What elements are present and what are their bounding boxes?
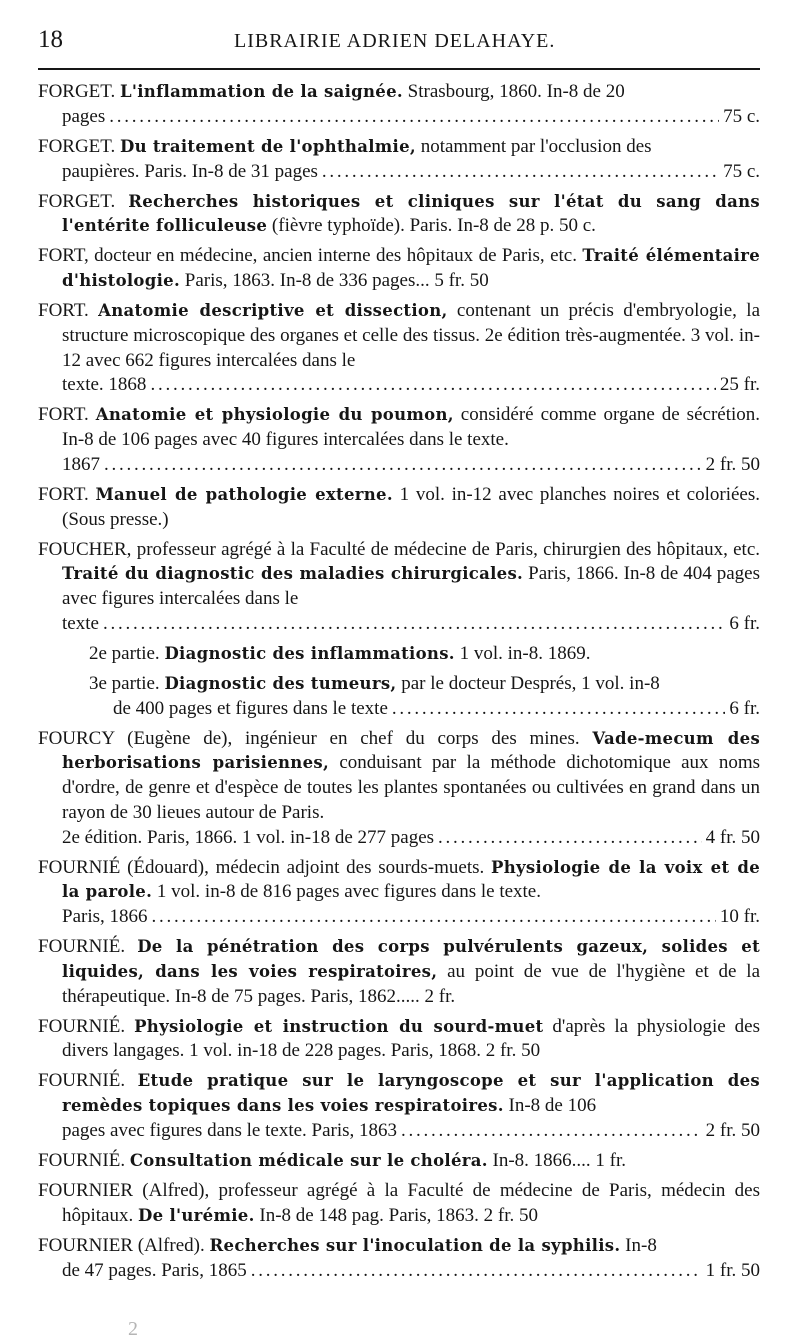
leader-text: Paris, 1866 <box>62 906 148 928</box>
catalog-entry <box>38 727 760 851</box>
catalog-entry <box>38 403 760 477</box>
entry-price: 10 fr. <box>719 906 760 928</box>
entry-author: FORT. <box>38 404 89 426</box>
leader-text: 1867 <box>62 453 100 475</box>
header-rule <box>38 68 760 70</box>
entry-title: Recherches historiques et cliniques sur l'état du sang dans l'entérite folliculeuse <box>62 191 760 236</box>
entry-author: FOURCY (Eugène de), <box>38 727 233 749</box>
entry-author: FORGET. <box>38 135 116 157</box>
entry-author: FOURNIÉ (Édouard), <box>38 856 209 878</box>
catalog-entry <box>38 642 760 667</box>
entry-price: 2 fr. <box>424 985 456 1007</box>
catalog-entry <box>38 1234 760 1283</box>
entry-description: In-8 de 106 <box>508 1095 597 1117</box>
entry-description: au point de vue de l'hygiène et de la thérapeutique. In-8 de 75 pages. Paris, 1862..... <box>62 960 761 1007</box>
leader-line <box>62 373 760 398</box>
entry-description: Strasbourg, 1860. In-8 de 20 <box>407 81 625 102</box>
entry-title: Consultation médicale sur le choléra. <box>129 1150 488 1170</box>
entry-price: 75 c. <box>723 160 760 182</box>
leader-dots <box>152 905 716 930</box>
entry-title: Traité du diagnostic des maladies chirurgicales. <box>62 564 524 584</box>
entry-author: FOURNIER (Alfred), <box>38 1180 210 1202</box>
entry-price: 75 c. <box>723 105 760 127</box>
leader-dots <box>109 105 719 130</box>
entry-description: docteur en médecine, ancien interne des hôpitaux de Paris, etc. <box>94 245 577 267</box>
catalog-entry <box>38 1149 760 1174</box>
entry-author: FOURNIÉ. <box>38 1070 126 1092</box>
leader-dots <box>150 373 715 398</box>
catalog-entry <box>38 80 760 129</box>
entry-description: In-8 <box>625 1234 657 1256</box>
leader-dots <box>322 160 719 185</box>
running-title: LIBRAIRIE ADRIEN DELAHAYE. <box>234 30 556 52</box>
leader-dots <box>104 453 702 478</box>
entry-author: FOURNIÉ. <box>38 1015 126 1037</box>
catalog-entry <box>38 935 760 1009</box>
leader-text: 2e édition. Paris, 1866. 1 vol. in-18 de 277 pages <box>62 826 435 848</box>
leader-line <box>62 905 760 930</box>
catalog-entry <box>38 856 760 930</box>
entry-title: De la pénétration des corps pulvérulents gazeux, solides et liquides, dans les voies respiratoires, <box>62 937 760 981</box>
catalog-entry <box>38 1179 760 1228</box>
entry-description: Paris, 1866. In-8 de 404 pages avec figures intercalées dans le <box>62 563 761 610</box>
entry-title: Diagnostic des inflammations. <box>164 643 455 663</box>
leader-line <box>62 1119 760 1144</box>
leader-line <box>62 453 760 478</box>
entry-description: professeur agrégé à la Faculté de médecine de Paris, chirurgien des hôpitaux, etc. <box>136 538 761 560</box>
entry-title: Anatomie descriptive et dissection, <box>98 301 448 321</box>
entry-author: FORGET. <box>38 81 116 102</box>
entry-title: Physiologie de la voix et de la parole. <box>62 857 761 902</box>
leader-dots <box>392 697 726 722</box>
entry-title: Du traitement de l'ophthalmie, <box>119 136 416 156</box>
leader-line <box>62 1259 760 1284</box>
leader-line <box>62 160 760 185</box>
entry-author: FORGET. <box>38 190 116 212</box>
entry-description: contenant un précis d'embryologie, la structure microscopique des organes et celle des tissus. 2e édition très-augmentée. 3 vol. in-12 avec 662 figures intercalées dans le <box>62 300 760 371</box>
entry-author: FOURNIÉ. <box>38 1149 126 1171</box>
entry-description: par le docteur Després, 1 vol. in-8 <box>401 672 660 694</box>
entry-author: FORT, <box>38 245 89 267</box>
leader-dots <box>438 826 702 851</box>
entry-description: Paris, 1863. In-8 de 336 pages... <box>184 270 430 292</box>
entry-price: 2 fr. 50 <box>485 1040 541 1062</box>
page-header <box>38 26 760 62</box>
entry-title: Vade-mecum des herborisations parisiennes, <box>62 728 761 773</box>
entry-title: Etude pratique sur le laryngoscope et sur l'application des remèdes topiques dans les voies respiratoires. <box>62 1071 760 1116</box>
entry-description: ingénieur en chef du corps des mines. <box>245 727 580 749</box>
catalog-entry <box>38 135 760 184</box>
catalog-entry <box>38 244 760 293</box>
entry-title: Diagnostic des tumeurs, <box>164 673 397 693</box>
entry-author: FOURNIER (Alfred). <box>38 1234 205 1256</box>
entry-description: considéré comme organe de sécrétion. In-8 de 106 pages avec 40 figures intercalées dans le texte. <box>62 404 761 451</box>
entry-description: d'après la physiologie des divers langages. 1 vol. in-18 de 228 pages. Paris, 1868. <box>62 1015 761 1062</box>
entry-title: L'inflammation de la saignée. <box>119 82 403 101</box>
entry-price: 1 fr. <box>595 1149 627 1171</box>
entry-description: 1 vol. in-8 de 816 pages avec figures dans le texte. <box>156 881 541 903</box>
catalog-entry <box>38 483 760 532</box>
leader-text: de 47 pages. Paris, 1865 <box>62 1259 247 1281</box>
entry-price: 5 fr. 50 <box>434 270 489 292</box>
entry-description: In-8. 1866.... <box>492 1149 591 1171</box>
entry-author: FOURNIÉ. <box>38 936 126 958</box>
entry-price: 2 fr. 50 <box>483 1204 539 1226</box>
entry-title: Physiologie et instruction du sourd-muet <box>134 1016 544 1036</box>
entry-price: 6 fr. <box>729 612 760 634</box>
leader-text: de 400 pages et figures dans le texte <box>113 697 388 719</box>
entry-price: 25 fr. <box>719 374 760 396</box>
catalog-entry <box>38 1015 760 1064</box>
entry-title: Anatomie et physiologie du poumon, <box>95 405 454 425</box>
entry-description: 1 vol. in-8. 1869. <box>459 642 591 664</box>
stray-mark: 2 <box>128 1318 138 1340</box>
catalog-entry <box>38 1069 760 1143</box>
entry-price: 6 fr. <box>729 697 760 719</box>
leader-line <box>62 826 760 851</box>
leader-dots <box>251 1259 702 1284</box>
page-number: 18 <box>38 26 63 53</box>
entry-title: De l'urémie. <box>138 1205 255 1225</box>
entry-author: 3e partie. <box>89 672 160 694</box>
entry-description: (fièvre typhoïde). Paris. In-8 de 28 p. <box>271 215 555 237</box>
leader-line <box>113 697 760 722</box>
leader-dots <box>103 612 725 637</box>
entry-author: 2e partie. <box>89 642 160 664</box>
entry-price: 50 c. <box>558 215 596 237</box>
entry-description: 1 vol. in-12 avec planches noires et coloriées. (Sous presse.) <box>62 483 761 530</box>
entry-description: professeur agrégé à la Faculté de médecine de Paris, médecin des hôpitaux. <box>62 1180 761 1226</box>
entry-description: notamment par l'occlusion des <box>420 135 652 157</box>
entry-price: 2 fr. 50 <box>705 1119 760 1141</box>
leader-text: pages avec figures dans le texte. Paris, 1863 <box>62 1119 398 1141</box>
leader-text: paupières. Paris. In-8 de 31 pages <box>62 160 318 182</box>
entry-author: FOUCHER, <box>38 538 132 560</box>
leader-text: pages <box>62 105 106 127</box>
entry-author: FORT. <box>38 300 89 322</box>
entry-price: 1 fr. 50 <box>705 1259 760 1281</box>
entry-description: médecin adjoint des sourds-muets. <box>215 856 485 878</box>
entry-price: 2 fr. 50 <box>705 453 760 475</box>
catalog-entries <box>38 80 760 1283</box>
leader-text: texte. 1868 <box>62 374 147 396</box>
entry-description: conduisant par la méthode dichotomique aux noms d'ordre, de genre et d'espèce de toutes les plantes spontanées ou cultivées en grand dans un rayon de 30 lieues autour de Paris. <box>62 752 760 823</box>
catalog-entry <box>38 538 760 637</box>
entry-price: 4 fr. 50 <box>705 826 760 848</box>
catalog-entry <box>38 299 760 398</box>
entry-title: Recherches sur l'inoculation de la syphilis. <box>209 1235 621 1255</box>
entry-description: In-8 de 148 pag. Paris, 1863. <box>259 1204 479 1226</box>
leader-line <box>62 612 760 637</box>
entry-title: Manuel de pathologie externe. <box>95 484 393 504</box>
entry-author: FORT. <box>38 483 89 505</box>
entry-title: Traité élémentaire d'histologie. <box>62 246 761 291</box>
leader-dots <box>401 1119 702 1144</box>
catalog-entry <box>38 190 760 239</box>
catalog-entry <box>38 672 760 721</box>
leader-text: texte <box>62 612 99 634</box>
leader-line <box>62 105 760 130</box>
